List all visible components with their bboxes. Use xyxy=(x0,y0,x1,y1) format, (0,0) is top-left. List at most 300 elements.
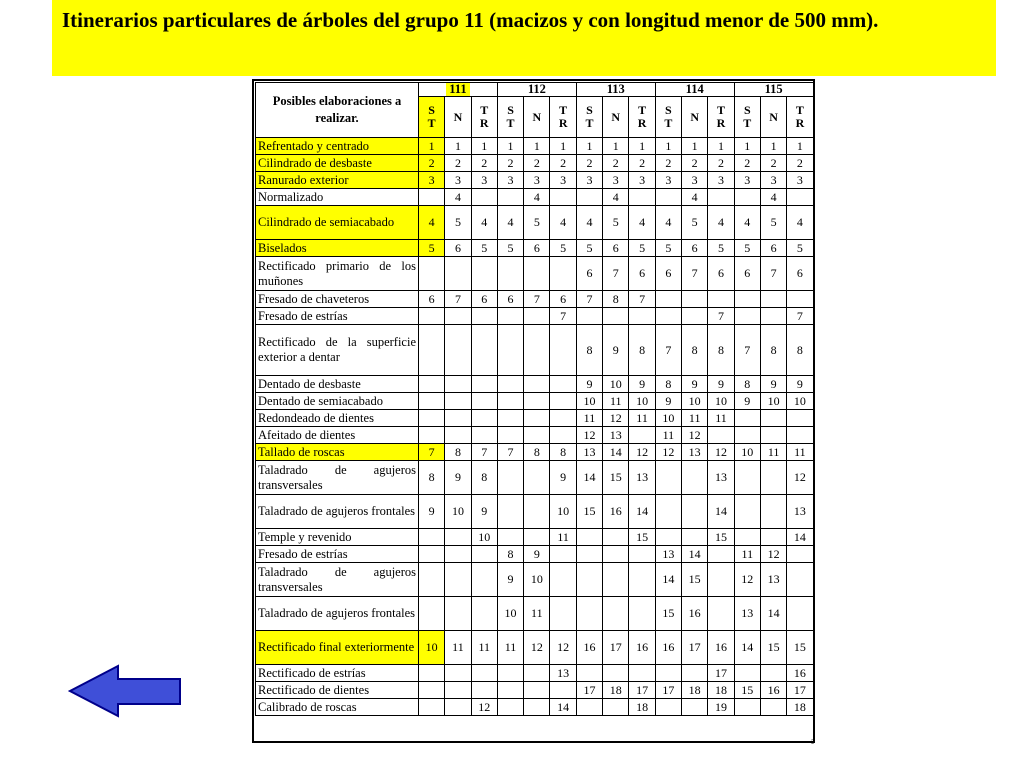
step-cell xyxy=(524,308,550,325)
table-row xyxy=(256,495,814,529)
step-cell: 2 xyxy=(708,155,734,172)
operation-cell xyxy=(256,631,419,665)
step-cell: 2 xyxy=(576,155,602,172)
step-cell: 12 xyxy=(655,444,681,461)
table-row xyxy=(256,597,814,631)
step-cell: 5 xyxy=(550,240,576,257)
step-cell: 13 xyxy=(655,546,681,563)
step-cell: 9 xyxy=(655,393,681,410)
step-cell xyxy=(497,410,523,427)
step-cell: 11 xyxy=(708,410,734,427)
step-cell xyxy=(734,189,760,206)
group-header: 115 xyxy=(734,83,813,97)
step-cell xyxy=(524,393,550,410)
step-cell xyxy=(550,325,576,376)
step-cell: 10 xyxy=(497,597,523,631)
step-cell: 4 xyxy=(655,206,681,240)
step-cell: 15 xyxy=(760,631,786,665)
step-cell: 1 xyxy=(471,138,497,155)
step-cell: 19 xyxy=(708,699,734,716)
step-cell xyxy=(760,699,786,716)
step-cell xyxy=(629,665,655,682)
sub-header: S T xyxy=(576,97,602,138)
step-cell xyxy=(524,699,550,716)
step-cell xyxy=(550,546,576,563)
group-header: 113 xyxy=(576,83,655,97)
step-cell: 11 xyxy=(497,631,523,665)
step-cell: 5 xyxy=(445,206,471,240)
step-cell: 7 xyxy=(787,308,813,325)
step-cell: 17 xyxy=(629,682,655,699)
step-cell: 9 xyxy=(682,376,708,393)
step-cell: 16 xyxy=(682,597,708,631)
table-row xyxy=(256,665,814,682)
step-cell: 18 xyxy=(787,699,813,716)
step-cell xyxy=(471,393,497,410)
step-cell: 9 xyxy=(787,376,813,393)
step-cell xyxy=(497,665,523,682)
step-cell: 1 xyxy=(603,138,629,155)
step-cell xyxy=(471,410,497,427)
step-cell: 7 xyxy=(682,257,708,291)
step-cell: 3 xyxy=(471,172,497,189)
step-cell: 14 xyxy=(550,699,576,716)
step-cell: 16 xyxy=(655,631,681,665)
operation-cell xyxy=(256,563,419,597)
step-cell xyxy=(524,495,550,529)
step-cell: 8 xyxy=(708,325,734,376)
step-cell: 3 xyxy=(550,172,576,189)
step-cell xyxy=(419,563,445,597)
step-cell: 1 xyxy=(497,138,523,155)
step-cell xyxy=(471,546,497,563)
step-cell xyxy=(524,410,550,427)
step-cell: 4 xyxy=(471,206,497,240)
step-cell: 14 xyxy=(576,461,602,495)
operation-cell xyxy=(256,308,419,325)
step-cell: 15 xyxy=(629,529,655,546)
sub-header: T R xyxy=(550,97,576,138)
step-cell: 7 xyxy=(760,257,786,291)
step-cell: 2 xyxy=(655,155,681,172)
operation-cell xyxy=(256,495,419,529)
step-cell xyxy=(445,308,471,325)
sub-header: T R xyxy=(471,97,497,138)
step-cell xyxy=(471,597,497,631)
step-cell: 6 xyxy=(471,291,497,308)
step-cell: 3 xyxy=(603,172,629,189)
step-cell xyxy=(419,410,445,427)
step-cell: 18 xyxy=(603,682,629,699)
step-cell: 11 xyxy=(655,427,681,444)
step-cell: 10 xyxy=(603,376,629,393)
step-cell: 9 xyxy=(576,376,602,393)
operation-label: Fresado de estrías xyxy=(258,546,348,561)
step-cell: 2 xyxy=(787,155,813,172)
step-cell: 17 xyxy=(708,665,734,682)
operation-cell xyxy=(256,529,419,546)
step-cell: 8 xyxy=(445,444,471,461)
step-cell xyxy=(629,189,655,206)
step-cell: 12 xyxy=(603,410,629,427)
step-cell: 17 xyxy=(603,631,629,665)
step-cell xyxy=(682,699,708,716)
step-cell: 1 xyxy=(760,138,786,155)
step-cell: 10 xyxy=(471,529,497,546)
step-cell xyxy=(445,393,471,410)
step-cell: 6 xyxy=(603,240,629,257)
step-cell xyxy=(603,546,629,563)
step-cell: 7 xyxy=(603,257,629,291)
step-cell xyxy=(497,257,523,291)
step-cell: 8 xyxy=(471,461,497,495)
step-cell: 7 xyxy=(419,444,445,461)
operation-cell xyxy=(256,291,419,308)
table-row xyxy=(256,631,814,665)
step-cell: 13 xyxy=(682,444,708,461)
step-cell: 12 xyxy=(760,546,786,563)
step-cell: 9 xyxy=(603,325,629,376)
step-cell xyxy=(576,563,602,597)
step-cell xyxy=(655,495,681,529)
sub-header: S T xyxy=(655,97,681,138)
table-row xyxy=(256,206,814,240)
step-cell: 8 xyxy=(787,325,813,376)
step-cell: 4 xyxy=(734,206,760,240)
step-cell xyxy=(471,563,497,597)
step-cell: 15 xyxy=(576,495,602,529)
step-cell: 11 xyxy=(787,444,813,461)
step-cell: 9 xyxy=(419,495,445,529)
operation-cell xyxy=(256,665,419,682)
step-cell: 16 xyxy=(787,665,813,682)
step-cell: 4 xyxy=(787,206,813,240)
step-cell: 5 xyxy=(603,206,629,240)
operation-label: Redondeado de dientes xyxy=(258,410,374,425)
step-cell: 10 xyxy=(655,410,681,427)
step-cell: 1 xyxy=(550,138,576,155)
step-cell: 4 xyxy=(603,189,629,206)
step-cell xyxy=(787,189,813,206)
step-cell: 6 xyxy=(760,240,786,257)
step-cell xyxy=(497,682,523,699)
step-cell: 4 xyxy=(445,189,471,206)
step-cell: 12 xyxy=(524,631,550,665)
step-cell xyxy=(445,546,471,563)
step-cell: 12 xyxy=(629,444,655,461)
step-cell: 16 xyxy=(603,495,629,529)
step-cell xyxy=(576,189,602,206)
step-cell xyxy=(682,665,708,682)
operation-cell xyxy=(256,172,419,189)
step-cell: 7 xyxy=(734,325,760,376)
step-cell xyxy=(497,189,523,206)
step-cell xyxy=(760,308,786,325)
operation-cell xyxy=(256,393,419,410)
sub-header: N xyxy=(603,97,629,138)
step-cell xyxy=(734,495,760,529)
step-cell: 6 xyxy=(445,240,471,257)
step-cell xyxy=(787,427,813,444)
table-row xyxy=(256,325,814,376)
step-cell: 2 xyxy=(682,155,708,172)
step-cell: 3 xyxy=(655,172,681,189)
step-cell: 17 xyxy=(682,631,708,665)
step-cell: 10 xyxy=(734,444,760,461)
step-cell xyxy=(734,427,760,444)
step-cell: 16 xyxy=(708,631,734,665)
step-cell: 11 xyxy=(760,444,786,461)
step-cell xyxy=(550,410,576,427)
operation-label: Cilindrado de semiacabado xyxy=(258,215,395,229)
step-cell: 7 xyxy=(497,444,523,461)
step-cell: 10 xyxy=(576,393,602,410)
step-cell: 13 xyxy=(734,597,760,631)
step-cell: 2 xyxy=(524,155,550,172)
step-cell xyxy=(419,427,445,444)
step-cell: 9 xyxy=(497,563,523,597)
step-cell: 3 xyxy=(576,172,602,189)
step-cell xyxy=(471,325,497,376)
group-header-label: 111 xyxy=(446,83,469,97)
step-cell xyxy=(603,563,629,597)
step-cell xyxy=(524,376,550,393)
step-cell: 9 xyxy=(629,376,655,393)
step-cell: 10 xyxy=(524,563,550,597)
step-cell: 17 xyxy=(655,682,681,699)
step-cell: 10 xyxy=(629,393,655,410)
sub-header: N xyxy=(682,97,708,138)
sub-header: T R xyxy=(787,97,813,138)
operation-label: Rectificado de estrías xyxy=(258,665,366,680)
step-cell: 8 xyxy=(682,325,708,376)
step-cell: 2 xyxy=(760,155,786,172)
step-cell: 13 xyxy=(576,444,602,461)
step-cell xyxy=(787,291,813,308)
step-cell xyxy=(471,308,497,325)
step-cell: 4 xyxy=(419,206,445,240)
step-cell: 2 xyxy=(734,155,760,172)
step-cell: 7 xyxy=(655,325,681,376)
step-cell xyxy=(419,699,445,716)
step-cell xyxy=(760,410,786,427)
operation-label: Dentado de desbaste xyxy=(258,376,361,391)
step-cell: 7 xyxy=(576,291,602,308)
step-cell: 4 xyxy=(629,206,655,240)
step-cell: 1 xyxy=(419,138,445,155)
step-cell xyxy=(708,597,734,631)
step-cell xyxy=(419,665,445,682)
step-cell xyxy=(760,665,786,682)
step-cell xyxy=(419,376,445,393)
operation-cell xyxy=(256,444,419,461)
step-cell xyxy=(524,257,550,291)
step-cell xyxy=(419,257,445,291)
operation-cell xyxy=(256,240,419,257)
step-cell xyxy=(550,257,576,291)
operation-label: Taladrado de agujeros transversales xyxy=(258,462,416,492)
step-cell xyxy=(734,410,760,427)
step-cell xyxy=(682,529,708,546)
step-cell: 12 xyxy=(471,699,497,716)
step-cell: 11 xyxy=(576,410,602,427)
step-cell: 1 xyxy=(445,138,471,155)
operation-label: Cilindrado de desbaste xyxy=(258,155,372,170)
step-cell xyxy=(682,291,708,308)
step-cell xyxy=(787,410,813,427)
step-cell: 18 xyxy=(682,682,708,699)
step-cell xyxy=(655,665,681,682)
operation-label: Rectificado final exteriormente xyxy=(258,640,415,654)
step-cell: 5 xyxy=(576,240,602,257)
step-cell: 5 xyxy=(787,240,813,257)
table-row xyxy=(256,172,814,189)
step-cell: 4 xyxy=(524,189,550,206)
step-cell xyxy=(655,189,681,206)
group-header: 112 xyxy=(497,83,576,97)
back-arrow-button[interactable] xyxy=(68,664,184,723)
step-cell: 6 xyxy=(576,257,602,291)
operation-cell xyxy=(256,155,419,172)
step-cell xyxy=(708,427,734,444)
sub-header: S T xyxy=(497,97,523,138)
step-cell: 15 xyxy=(682,563,708,597)
title-banner xyxy=(52,0,996,76)
step-cell: 15 xyxy=(787,631,813,665)
step-cell xyxy=(576,597,602,631)
step-cell: 5 xyxy=(471,240,497,257)
table-row xyxy=(256,529,814,546)
step-cell: 1 xyxy=(708,138,734,155)
sub-header: N xyxy=(445,97,471,138)
step-cell xyxy=(550,189,576,206)
step-cell: 5 xyxy=(497,240,523,257)
step-cell xyxy=(419,682,445,699)
sub-header: S T xyxy=(419,97,445,138)
step-cell: 10 xyxy=(550,495,576,529)
table-row xyxy=(256,563,814,597)
step-cell: 13 xyxy=(708,461,734,495)
operation-label: Taladrado de agujeros transversales xyxy=(258,564,416,594)
step-cell: 8 xyxy=(629,325,655,376)
step-cell xyxy=(471,682,497,699)
step-cell xyxy=(734,291,760,308)
step-cell: 1 xyxy=(576,138,602,155)
table-row xyxy=(256,682,814,699)
step-cell xyxy=(787,563,813,597)
page-title: Itinerarios particulares de árboles del grupo 11 (macizos y con longitud menor de 500 mm). xyxy=(62,8,879,32)
step-cell: 14 xyxy=(655,563,681,597)
step-cell: 2 xyxy=(629,155,655,172)
itinerary-table xyxy=(255,82,814,716)
step-cell: 6 xyxy=(497,291,523,308)
step-cell xyxy=(524,682,550,699)
step-cell xyxy=(576,665,602,682)
step-cell xyxy=(524,325,550,376)
step-cell: 7 xyxy=(629,291,655,308)
step-cell xyxy=(471,376,497,393)
step-cell xyxy=(550,427,576,444)
step-cell xyxy=(497,308,523,325)
step-cell: 15 xyxy=(708,529,734,546)
step-cell: 4 xyxy=(550,206,576,240)
operation-cell xyxy=(256,410,419,427)
step-cell xyxy=(497,529,523,546)
operation-cell xyxy=(256,325,419,376)
table-row xyxy=(256,257,814,291)
operation-cell xyxy=(256,461,419,495)
table-row xyxy=(256,699,814,716)
step-cell: 9 xyxy=(471,495,497,529)
step-cell: 1 xyxy=(629,138,655,155)
step-cell xyxy=(419,529,445,546)
step-cell: 5 xyxy=(682,206,708,240)
operation-label: Biselados xyxy=(258,240,307,255)
step-cell xyxy=(760,495,786,529)
step-cell: 6 xyxy=(682,240,708,257)
operation-cell xyxy=(256,257,419,291)
step-cell xyxy=(708,546,734,563)
step-cell: 10 xyxy=(445,495,471,529)
step-cell xyxy=(497,376,523,393)
step-cell xyxy=(734,665,760,682)
step-cell xyxy=(760,461,786,495)
step-cell: 2 xyxy=(471,155,497,172)
step-cell: 3 xyxy=(760,172,786,189)
step-cell xyxy=(576,308,602,325)
step-cell: 8 xyxy=(497,546,523,563)
step-cell: 1 xyxy=(655,138,681,155)
step-cell: 10 xyxy=(682,393,708,410)
step-cell xyxy=(682,495,708,529)
step-cell: 1 xyxy=(524,138,550,155)
step-cell: 8 xyxy=(576,325,602,376)
step-cell xyxy=(603,529,629,546)
operations-header: Posibles elaboraciones a realizar. xyxy=(256,83,419,138)
step-cell: 4 xyxy=(760,189,786,206)
step-cell xyxy=(550,682,576,699)
step-cell xyxy=(419,546,445,563)
step-cell xyxy=(576,529,602,546)
table-row xyxy=(256,308,814,325)
step-cell xyxy=(629,563,655,597)
step-cell: 12 xyxy=(734,563,760,597)
table-row xyxy=(256,155,814,172)
operation-cell xyxy=(256,546,419,563)
step-cell: 3 xyxy=(708,172,734,189)
step-cell: 1 xyxy=(734,138,760,155)
step-cell: 11 xyxy=(629,410,655,427)
step-cell xyxy=(734,461,760,495)
operation-label: Ranurado exterior xyxy=(258,172,349,187)
step-cell: 5 xyxy=(734,240,760,257)
group-header xyxy=(419,83,498,97)
left-arrow-icon xyxy=(68,664,184,718)
step-cell: 13 xyxy=(629,461,655,495)
step-cell xyxy=(603,308,629,325)
step-cell: 14 xyxy=(734,631,760,665)
step-cell xyxy=(787,546,813,563)
step-cell: 11 xyxy=(524,597,550,631)
step-cell: 8 xyxy=(550,444,576,461)
operation-cell xyxy=(256,427,419,444)
step-cell xyxy=(550,376,576,393)
operation-label: Fresado de chaveteros xyxy=(258,291,370,306)
step-cell: 12 xyxy=(787,461,813,495)
step-cell xyxy=(471,257,497,291)
step-cell xyxy=(629,546,655,563)
table-row xyxy=(256,546,814,563)
